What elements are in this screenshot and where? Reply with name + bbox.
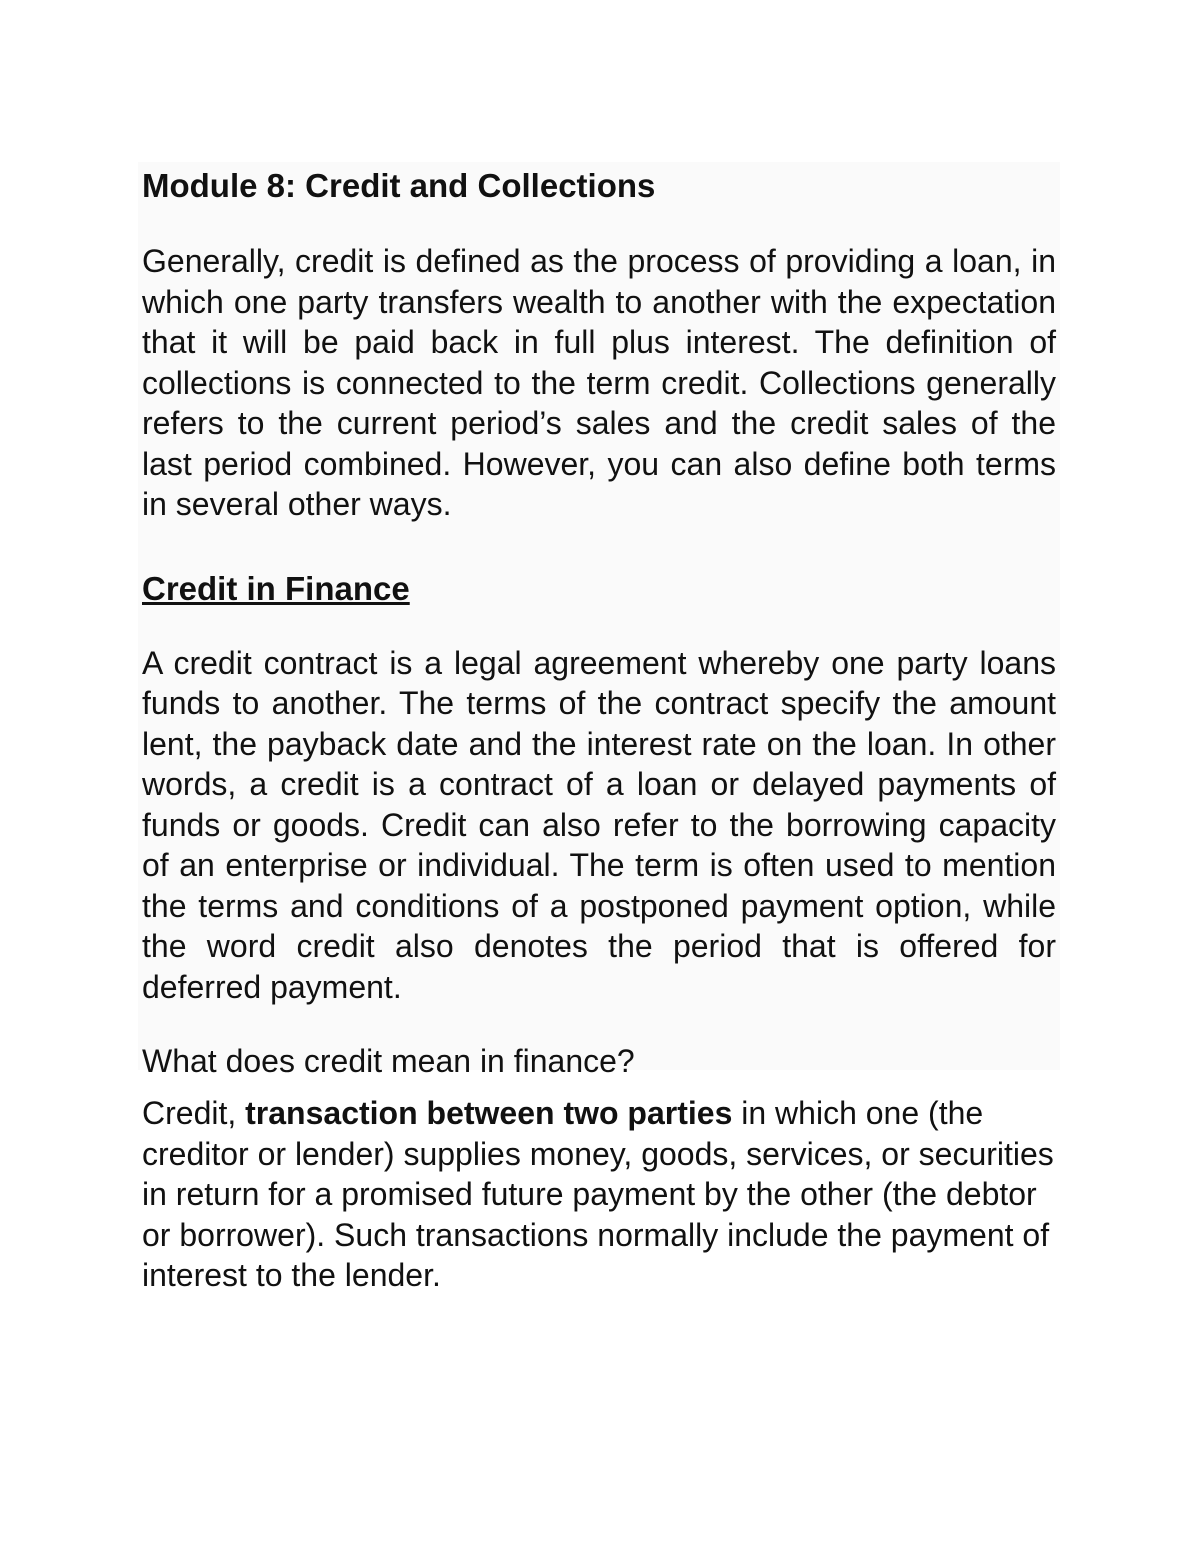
answer-rest: in which one (the creditor or lender) supplies money, goods, services, or securities in return for a promised future payment by the other (the debtor or borrower). Such transactions normally include the payment of interest to the lender. <box>142 1095 1054 1293</box>
document-content <box>142 166 1056 1296</box>
document-title: Module 8: Credit and Collections <box>142 167 656 204</box>
answer-paragraph <box>142 1093 1056 1296</box>
intro-paragraph: Generally, credit is defined as the process of providing a loan, in which one party transfers wealth to another with the expectation that it will be paid back in full plus interest. The definition of collections is connected to the term credit. Collections generally refers to the current period’s sales and the credit sales of the last period combined. However, you can also define both terms in several other ways. <box>142 243 1056 522</box>
section-heading: Credit in Finance <box>142 569 410 607</box>
section-paragraph: A credit contract is a legal agreement whereby one party loans funds to another. The terms of the contract specify the amount lent, the payback date and the interest rate on the loan. In other words, a credit is a contract of a loan or delayed payments of funds or goods. Credit can also refer to the borrowing capacity of an enterprise or individual. The term is often used to mention the terms and conditions of a postponed payment option, while the word credit also denotes the period that is offered for deferred payment. <box>142 644 1056 1005</box>
answer-bold-phrase: transaction between two parties <box>245 1095 733 1131</box>
question-line: What does credit mean in finance? <box>142 1043 635 1079</box>
answer-lead: Credit, <box>142 1095 246 1131</box>
